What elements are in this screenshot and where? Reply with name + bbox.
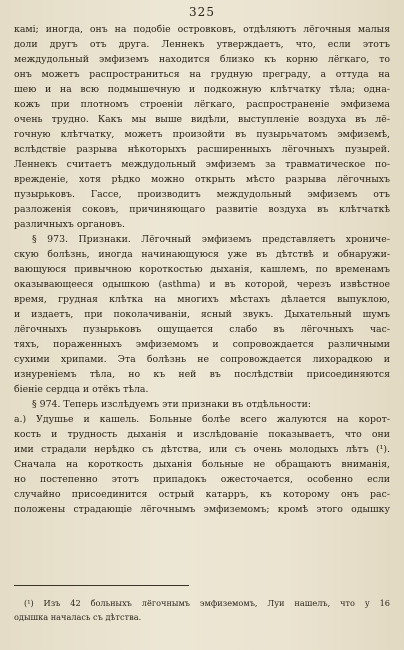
text-line: скую болѣзнь, иногда начинающуюся уже въ дѣтствѣ и обнаружи- <box>14 249 390 260</box>
text-line: очень трудно. Какъ мы выше видѣли, выступленіе воздуха въ лё- <box>14 114 390 125</box>
text-line: онъ можетъ распространиться на грудную преграду, а оттуда на <box>14 69 390 80</box>
text-line: вающуюся привычною короткостью дыханія, кашлемъ, по временамъ <box>14 264 390 275</box>
text-line: ими страдали нерѣдко съ дѣтства, или съ очень молодыхъ лѣтъ (¹). <box>14 444 390 455</box>
text-line: время, грудная клѣтка на многихъ мѣстахъ дѣлается выпуклою, <box>14 294 390 305</box>
text-line: Сначала на короткость дыханія больные не обращаютъ вниманія, <box>14 459 390 470</box>
page-number: 325 <box>189 5 215 19</box>
section-973-heading-line: § 973. Признаки. Лёгочный эмфиземъ представляетъ хрониче- <box>32 234 390 245</box>
section-974-heading-line: § 974. Теперь изслѣдуемъ эти признаки въ отдѣльности: <box>32 399 312 410</box>
text-line: междудольный эмфиземъ находится близко къ корню лёгкаго, то <box>14 54 390 65</box>
text-line: лёгочныхъ пузырьковъ ощущается слабо въ лёгочныхъ час- <box>14 324 390 335</box>
text-line: оказывающееся одышкою (asthma) и въ которой, черезъ извѣстное <box>14 279 390 290</box>
text-line: біеніе сердца и отёкъ тѣла. <box>14 384 149 395</box>
text-line: различныхъ органовъ. <box>14 219 125 230</box>
text-line: положены страдающіе лёгочнымъ эмфиземомъ; кромѣ этого одышку <box>14 504 390 515</box>
text-line: пузырьковъ. Гассе, производитъ междудольный эмфиземъ отъ <box>14 189 390 200</box>
text-line: сухими хрипами. Эта болѣзнь не сопровождается лихорадкою и <box>14 354 390 365</box>
text-line: врежденіе, хотя рѣдко можно открыть мѣсто разрыва лёгочныхъ <box>14 174 390 185</box>
footnote-line: одышка началась съ дѣтства. <box>14 612 142 622</box>
text-line: вслѣдствіе разрыва нѣкоторыхъ расширенныхъ лёгочныхъ пузырей. <box>14 144 390 155</box>
text-line: камі; иногда, онъ на подобіе островковъ, отдѣляютъ лёгочныя малыя <box>14 24 390 35</box>
text-line: изнуреніемъ тѣла, но къ ней въ послѣдствіи присоединяются <box>14 369 390 380</box>
text-line: Леннекъ считаетъ междудольный эмфиземъ за травматическое по- <box>14 159 390 170</box>
text-line: и издаетъ, при поколачиваніи, ясный звукъ. Дыхательный шумъ <box>14 309 390 320</box>
footnotes <box>14 596 390 624</box>
text-line: кожъ при плотномъ строеніи лёгкаго, распространеніе эмфизема <box>14 99 390 110</box>
text-line: шею и на всю подмышечную и подкожную клѣтчатку тѣла; одна- <box>14 84 390 95</box>
text-line: случайно присоединится острый катарръ, къ которому онъ рас- <box>14 489 390 500</box>
text-line: тяхъ, пораженныхъ эмфиземомъ и сопровождается различными <box>14 339 390 350</box>
text-line: но постепенно этотъ припадокъ ожесточается, особенно если <box>14 474 390 485</box>
footnote-line: (¹) Изъ 42 больныхъ лёгочнымъ эмфиземомъ, Луи нашелъ, что у 16 <box>24 598 390 608</box>
text-line: доли другъ отъ друга. Леннекъ утверждаетъ, что, если этотъ <box>14 39 390 50</box>
footnote-divider <box>14 585 189 586</box>
main-text <box>14 22 390 517</box>
text-line: гочную клѣтчатку, можетъ произойти въ пузырьчатомъ эмфиземѣ, <box>14 129 390 140</box>
text-line: а.) Удушье и кашель. Больные болѣе всего жалуются на корот- <box>14 414 390 425</box>
text-line: кость и трудность дыханія и изслѣдованіе показываетъ, что они <box>14 429 390 440</box>
text-line: разложенія соковъ, причиняющаго развитіе воздуха въ клѣтчаткѣ <box>14 204 390 215</box>
